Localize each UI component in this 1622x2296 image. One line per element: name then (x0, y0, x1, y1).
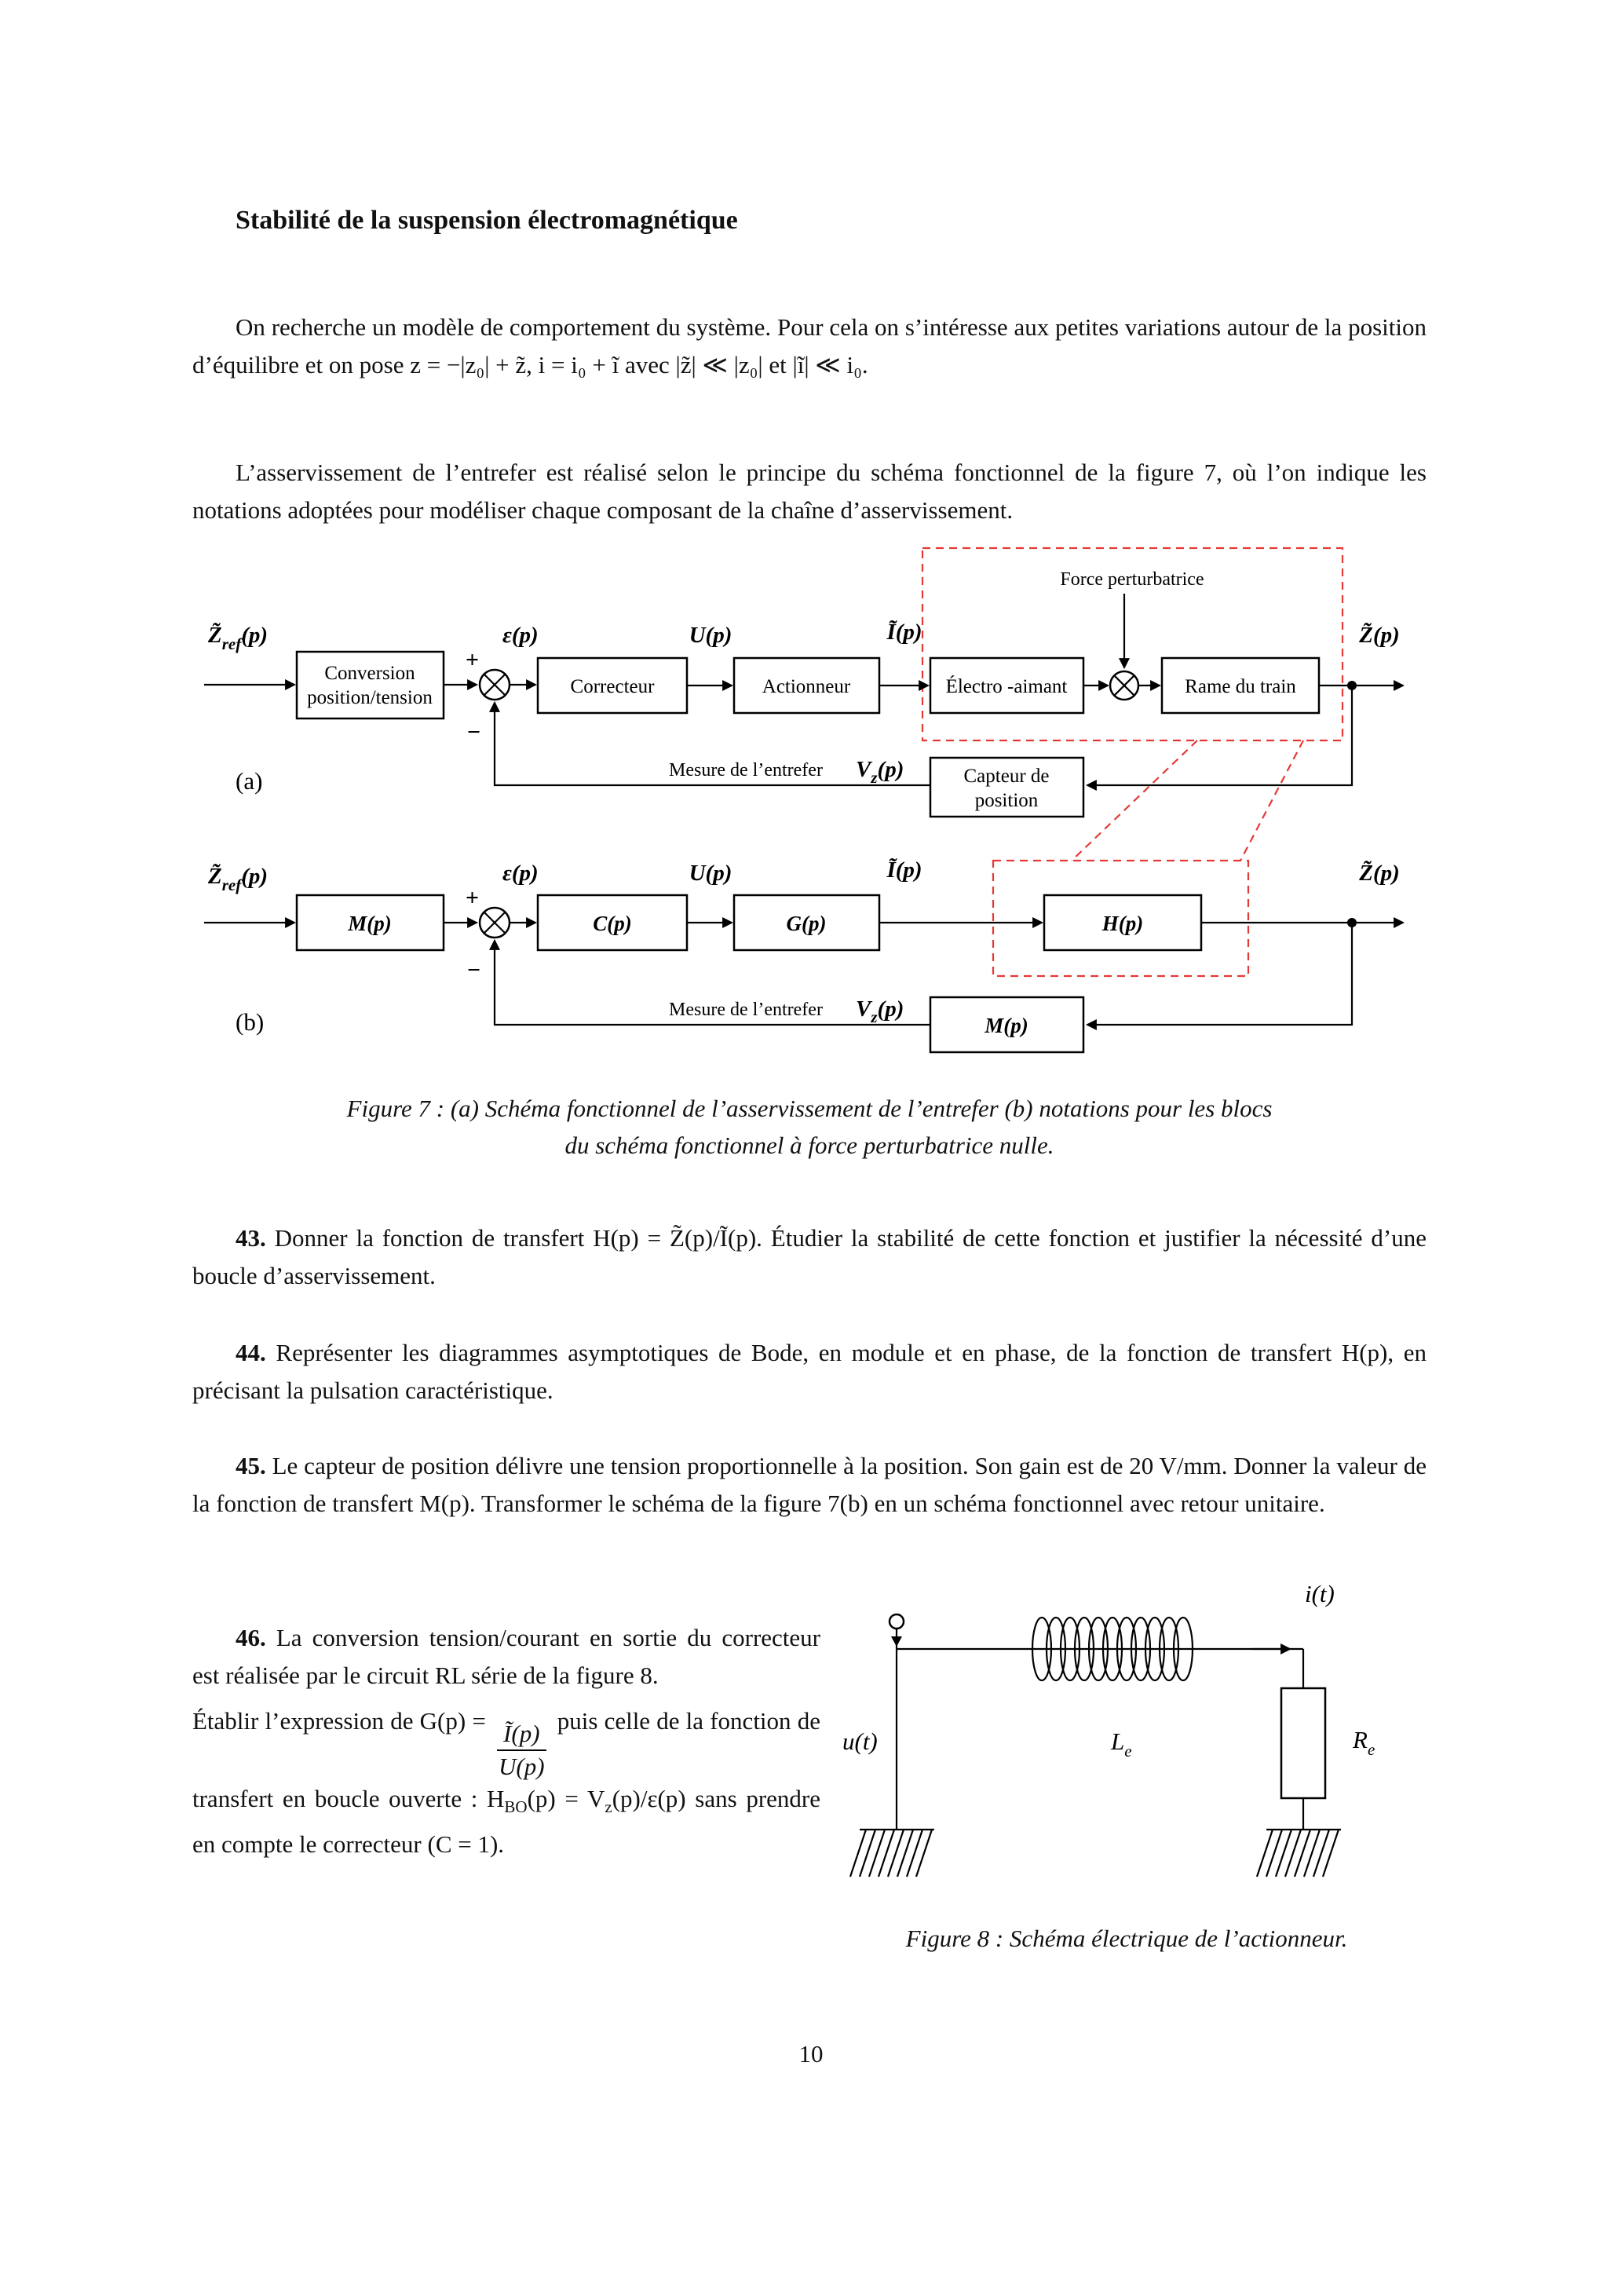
block-conversion-label-1: Conversion (324, 663, 415, 684)
question-46 (192, 1619, 820, 1863)
figure7-caption-line2: du schéma fonctionnel à force perturbatrice nulle. (564, 1132, 1054, 1159)
block-electroaimant-label: Électro -aimant (945, 676, 1068, 697)
sum-junction-a (480, 670, 510, 700)
current-arrow-left (891, 1636, 902, 1647)
label-force-perturbatrice: Force perturbatrice (1060, 569, 1204, 590)
label-z-a: Z̃(p) (1359, 623, 1400, 648)
block-m2-label: M(p) (985, 1014, 1028, 1037)
figure7-block-diagram (192, 542, 1433, 1060)
label-u-a: U(p) (689, 623, 732, 648)
block-m1-label: M(p) (348, 912, 392, 935)
question-46-number: 46. (236, 1624, 266, 1651)
label-vz-b: $V_z(p)$ (856, 996, 904, 1026)
diagram-b (204, 857, 1403, 1052)
label-i-a: Ĩ(p) (886, 620, 922, 645)
label-z-b: Z̃(p) (1359, 861, 1400, 886)
label-vz-a: $V_z(p)$ (856, 757, 904, 787)
label-epsilon-b: ε(p) (502, 861, 539, 886)
block-actionneur-label: Actionneur (762, 676, 851, 697)
intro-paragraph-2: L’asservissement de l’entrefer est réalisé selon le principe du schéma fonctionnel de la figure 7, où l’on indique les notations adoptées pour modéliser chaque composant de la chaîne d’asservissement. (192, 459, 1427, 524)
label-b: (b) (236, 1008, 265, 1036)
question-43-text: Donner la fonction de transfert H(p) = Z̃(p)/Ĩ(p). Étudier la stabilité de cette fonction et justifier la nécessité d’une boucle d’asservissement. (192, 1224, 1427, 1289)
block-rame-label: Rame du train (1185, 676, 1296, 697)
block-g-label: G(p) (786, 912, 827, 935)
block-capteur-label-2: position (974, 790, 1039, 811)
label-i-b: Ĩ(p) (886, 857, 922, 883)
label-voltage: u(t) (842, 1727, 878, 1755)
figure7-caption (192, 1090, 1427, 1164)
figure7-caption-line1: Figure 7 : (a) Schéma fonctionnel de l’asservissement de l’entrefer (b) notations pour les blocs (346, 1095, 1273, 1122)
block-capteur-label-1: Capteur de (963, 766, 1050, 787)
q46-subscript-bo: BO (504, 1797, 528, 1817)
block-conversion-label-2: position/tension (307, 687, 433, 708)
question-44-number: 44. (236, 1339, 266, 1366)
ground-right (1257, 1830, 1341, 1877)
block-conversion (297, 652, 444, 718)
q46-segment-mid: puis celle de la fonction de transfert en boucle ouverte : H (192, 1707, 820, 1813)
label-current: i(t) (1305, 1580, 1335, 1607)
figure8-caption: Figure 8 : Schéma électrique de l’actionneur. (905, 1925, 1348, 1952)
question-43-number: 43. (236, 1224, 266, 1252)
ground-left (850, 1830, 934, 1877)
resistor (1281, 1688, 1325, 1798)
question-45 (192, 1447, 1427, 1523)
intro-paragraph-1: On recherche un modèle de comportement du système. Pour cela on s’intéresse aux petites variations autour de la position d’équilibre et on pose z = −|z₀| + z̃, i = i₀ + ĩ avec |z̃| ≪ |z₀| et |ĩ| ≪ i₀. (192, 313, 1427, 378)
input-terminal (890, 1614, 904, 1629)
q46-segment-mid2: (p) = V (527, 1785, 605, 1813)
block-h-label: H(p) (1101, 912, 1144, 935)
fraction-numerator: Ĩ(p) (497, 1720, 546, 1751)
question-45-text: Le capteur de position délivre une tension proportionnelle à la position. Son gain est de 20 V/mm. Donner la valeur de la fonction de transfert M(p). Transformer le schéma de la figure 7(b) en un schéma fonctionnel avec retour unitaire. (192, 1452, 1427, 1517)
dashed-connector-2 (1240, 740, 1303, 861)
label-resistance: $R_e$ (1353, 1726, 1375, 1759)
plus-sign-b: + (466, 885, 480, 911)
label-zref-a: $Z̃_{ref}(p)$ (208, 623, 269, 653)
label-a: (a) (236, 767, 263, 795)
fraction-denominator: U(p) (499, 1753, 545, 1781)
minus-sign-a: − (467, 719, 481, 745)
label-mesure-a: Mesure de l’entrefer (669, 760, 823, 781)
question-44-text: Représenter les diagrammes asymptotiques de Bode, en module et en phase, de la fonction de transfert H(p), en précisant la pulsation caractéristique. (192, 1339, 1427, 1404)
figure8-circuit-diagram (836, 1570, 1425, 1885)
block-correcteur-label: Correcteur (570, 676, 655, 697)
fraction-g (497, 1720, 546, 1780)
question-44 (192, 1334, 1427, 1409)
block-c-label: C(p) (593, 912, 632, 935)
dashed-connector-1 (1072, 740, 1197, 861)
question-46-text-1: La conversion tension/courant en sortie du correcteur est réalisée par le circuit RL série de la figure 8. (192, 1624, 820, 1689)
q46-subscript-z: z (605, 1797, 612, 1817)
label-epsilon-a: ε(p) (502, 623, 539, 648)
label-inductance: $L_e$ (1111, 1727, 1132, 1760)
question-43 (192, 1219, 1427, 1295)
q46-segment-pre: Établir l’expression de G(p) = (192, 1707, 493, 1735)
question-46-text-2 (192, 1702, 820, 1863)
label-zref-b: $Z̃_{ref}(p)$ (208, 864, 269, 894)
question-45-number: 45. (236, 1452, 266, 1479)
section-title: Stabilité de la suspension électromagnétique (236, 206, 738, 235)
minus-sign-b: − (467, 957, 481, 983)
diagram-a (204, 548, 1403, 817)
sum-junction-b (480, 908, 510, 938)
q46-segment-post: (p)/ε(p) sans prendre en compte le correcteur (C = 1). (192, 1785, 820, 1859)
label-u-b: U(p) (689, 861, 732, 886)
perturbation-junction (1110, 671, 1138, 700)
page-number: 10 (798, 2040, 824, 2067)
plus-sign-a: + (466, 647, 480, 673)
label-mesure-b: Mesure de l’entrefer (669, 1000, 823, 1020)
